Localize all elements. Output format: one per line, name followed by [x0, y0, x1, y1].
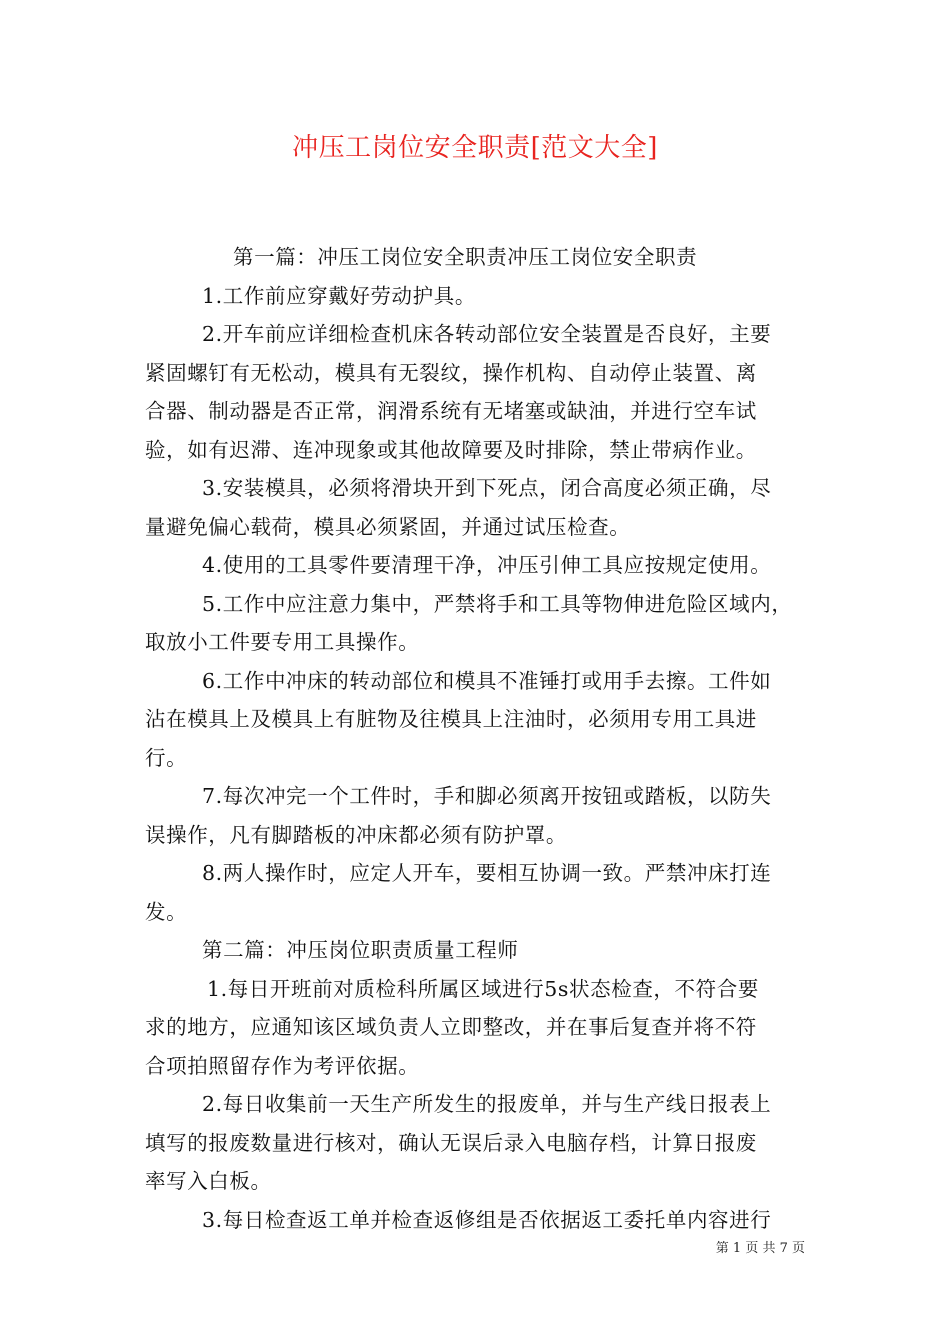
paragraph-line: 沾在模具上及模具上有脏物及往模具上注油时，必须用专用工具进 [145, 707, 757, 731]
paragraph-line: 求的地方，应通知该区域负责人立即整改，并在事后复查并将不符 [145, 1015, 757, 1039]
paragraph-line: 量避免偏心载荷，模具必须紧固，并通过试压检查。 [145, 514, 631, 539]
document-title: 冲压工岗位安全职责[范文大全] [292, 133, 658, 163]
paragraph-line: 验，如有迟滞、连冲现象或其他故障要及时排除，禁止带病作业。 [145, 437, 757, 462]
paragraph-line: 紧固螺钉有无松动，模具有无裂纹，操作机构、自动停止装置、离 [145, 360, 757, 385]
paragraph-line: 5.工作中应注意力集中，严禁将手和工具等物伸进危险区域内， [202, 591, 793, 616]
paragraph-line: 8.两人操作时，应定人开车，要相互协调一致。严禁冲床打连 [202, 861, 772, 885]
paragraph-line: 1.每日开班前对质检科所属区域进行5s状态检查，不符合要 [207, 976, 759, 1001]
page-number: 第 1 页 共 7 页 [715, 1241, 805, 1256]
paragraph-line: 2.开车前应详细检查机床各转动部位安全装置是否良好，主要 [202, 322, 772, 346]
section-heading: 第一篇：冲压工岗位安全职责冲压工岗位安全职责 [233, 245, 698, 269]
section-heading: 第二篇：冲压岗位职责质量工程师 [202, 938, 519, 962]
paragraph-line: 填写的报废数量进行核对，确认无误后录入电脑存档，计算日报废 [145, 1130, 757, 1155]
paragraph-line: 3.每日检查返工单并检查返修组是否依据返工委托单内容进行 [202, 1207, 772, 1232]
paragraph-line: 误操作，凡有脚踏板的冲床都必须有防护罩。 [145, 822, 567, 847]
paragraph-line: 取放小工件要专用工具操作。 [145, 630, 420, 654]
paragraph-line: 1.工作前应穿戴好劳动护具。 [202, 283, 476, 308]
document-body [145, 238, 810, 1239]
paragraph-line: 行。 [145, 745, 188, 770]
paragraph-line: 7.每次冲完一个工件时，手和脚必须离开按钮或踏板，以防失 [202, 784, 772, 808]
paragraph-line: 合项拍照留存作为考评依据。 [145, 1053, 420, 1078]
paragraph-line: 3.安装模具，必须将滑块开到下死点，闭合高度必须正确，尽 [202, 476, 772, 500]
paragraph-line: 6.工作中冲床的转动部位和模具不准锤打或用手去擦。工件如 [202, 668, 772, 693]
paragraph-line: 2.每日收集前一天生产所发生的报废单，并与生产线日报表上 [202, 1092, 772, 1116]
paragraph-line: 发。 [145, 899, 188, 924]
paragraph-line: 率写入白板。 [145, 1169, 272, 1193]
paragraph-line: 4.使用的工具零件要清理干净，冲压引伸工具应按规定使用。 [202, 553, 772, 577]
paragraph-line: 合器、制动器是否正常，润滑系统有无堵塞或缺油，并进行空车试 [145, 399, 757, 423]
